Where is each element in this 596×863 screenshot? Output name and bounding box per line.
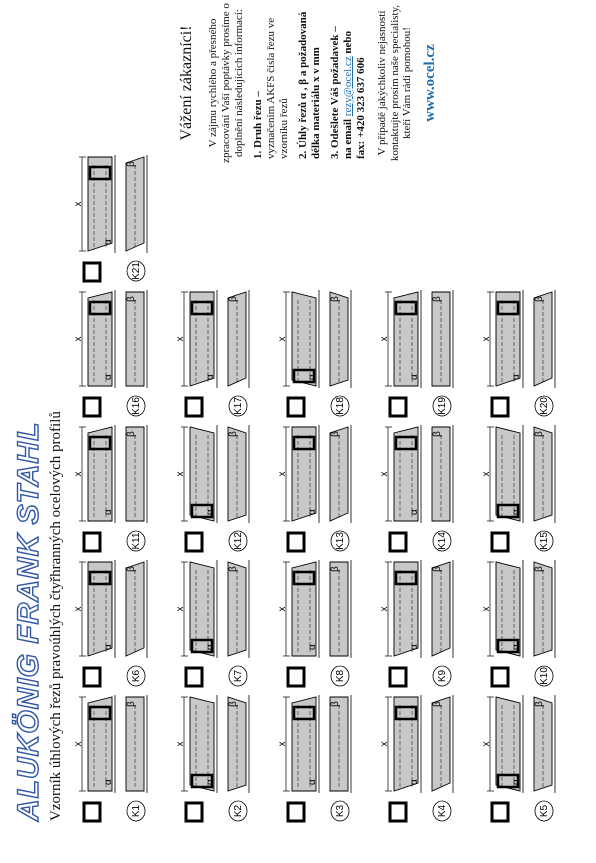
profile-drawing — [73, 558, 174, 688]
cross-section-icon — [288, 668, 304, 686]
angle-alpha-label: α — [511, 644, 522, 650]
profile-elevation — [190, 292, 214, 386]
profile-drawing — [379, 558, 480, 688]
profile-k2 — [175, 701, 276, 823]
profile-k7 — [175, 566, 276, 688]
profile-code-label: K17 — [233, 397, 244, 415]
cross-section-icon — [84, 803, 100, 821]
angle-alpha-label: α — [103, 779, 114, 785]
length-label: x — [481, 741, 492, 747]
angle-alpha-label: α — [511, 509, 522, 515]
brand-logo: ALUKÖNIG FRANK STAHL — [12, 421, 45, 821]
profile-code-label: K18 — [335, 397, 346, 415]
profile-drawing — [277, 423, 378, 553]
profile-code-label: K16 — [131, 397, 142, 415]
profile-code-label: K8 — [335, 669, 346, 683]
angle-alpha-label: α — [307, 644, 318, 650]
profile-drawing — [481, 558, 582, 688]
profile-code-label: K13 — [335, 532, 346, 550]
profile-elevation — [394, 562, 418, 656]
profile-elevation — [394, 697, 418, 791]
step-1 — [252, 3, 291, 163]
profile-elevation — [496, 562, 520, 656]
profile-k10 — [481, 566, 582, 688]
length-label: x — [175, 336, 186, 342]
profile-k11 — [73, 431, 174, 553]
profile-k17 — [175, 296, 276, 418]
profile-k18 — [277, 296, 378, 418]
email-link[interactable]: rezy@ocel.cz — [341, 56, 354, 117]
profile-drawing — [379, 423, 480, 553]
profile-code-label: K7 — [233, 669, 244, 683]
profile-elevation — [292, 292, 316, 386]
profile-drawing — [379, 288, 480, 418]
angle-alpha-label: α — [103, 644, 114, 650]
profile-drawing — [277, 288, 378, 418]
profile-elevation — [190, 562, 214, 656]
angle-alpha-label: α — [409, 779, 420, 785]
profile-drawing — [277, 693, 378, 823]
length-label: x — [175, 606, 186, 612]
profile-elevation — [394, 292, 418, 386]
profile-k16 — [73, 296, 174, 418]
profile-k15 — [481, 431, 582, 553]
info-panel — [178, 3, 440, 163]
angle-beta-label: β — [228, 296, 239, 302]
length-label: x — [277, 471, 288, 477]
length-label: x — [277, 606, 288, 612]
profile-code-label: K19 — [437, 397, 448, 415]
cross-section-icon — [186, 533, 202, 551]
angle-beta-label: β — [534, 701, 545, 707]
profile-code-label: K14 — [437, 532, 448, 550]
profile-code-label: K12 — [233, 532, 244, 550]
length-label: x — [175, 471, 186, 477]
angle-beta-label: β — [432, 296, 443, 302]
angle-beta-label: β — [534, 566, 545, 572]
angle-alpha-label: α — [409, 509, 420, 515]
page-title: Vzorník úhlových řezů pravoúhlých čtyřhranných ocelových profilů — [48, 411, 64, 821]
profile-k12 — [175, 431, 276, 553]
profile-k19 — [379, 296, 480, 418]
profile-code-label: K21 — [131, 262, 142, 280]
cross-section-icon — [288, 398, 304, 416]
angle-beta-label: β — [126, 566, 137, 572]
cross-section-icon — [84, 533, 100, 551]
email-suffix: nebo — [341, 30, 354, 54]
length-label: x — [73, 741, 84, 747]
profile-code-label: K3 — [335, 804, 346, 818]
help-text: V případě jakýchkoliv nejasností kontaktujte prosím naše specialisty, kteří Vám rádi pomohou! — [375, 4, 414, 162]
cross-section-icon — [390, 533, 406, 551]
profile-elevation — [88, 427, 112, 521]
angle-beta-label: β — [228, 701, 239, 707]
angle-alpha-label: α — [511, 374, 522, 380]
profile-code-label: K9 — [437, 669, 448, 683]
length-label: x — [379, 741, 390, 747]
profile-code-label: K11 — [131, 532, 142, 550]
profile-elevation — [496, 427, 520, 521]
length-label: x — [277, 336, 288, 342]
angle-beta-label: β — [126, 296, 137, 302]
profile-k8 — [277, 566, 378, 688]
length-label: x — [481, 606, 492, 612]
angle-beta-label: β — [534, 431, 545, 437]
profile-elevation — [496, 697, 520, 791]
cross-section-icon — [84, 263, 100, 281]
website-link[interactable]: www.ocel.cz — [422, 44, 439, 122]
angle-alpha-label: α — [205, 644, 216, 650]
angle-alpha-label: α — [205, 374, 216, 380]
length-label: x — [73, 606, 84, 612]
angle-alpha-label: α — [205, 509, 216, 515]
angle-alpha-label: α — [103, 374, 114, 380]
profile-code-label: K2 — [233, 804, 244, 818]
profile-k20 — [481, 296, 582, 418]
profile-code-label: K4 — [437, 804, 448, 818]
profile-drawing — [175, 423, 276, 553]
profile-drawing — [175, 558, 276, 688]
length-label: x — [73, 336, 84, 342]
length-label: x — [481, 336, 492, 342]
profile-k14 — [379, 431, 480, 553]
angle-beta-label: β — [126, 161, 137, 167]
angle-beta-label: β — [126, 701, 137, 707]
length-label: x — [73, 201, 84, 207]
profile-code-label: K20 — [539, 397, 550, 415]
profile-elevation — [292, 562, 316, 656]
greeting: Vážení zákazníci! — [178, 25, 195, 141]
profile-drawing — [277, 558, 378, 688]
step-1-text: vyznačením AKFS čísla řezu ve vzorníku řezů — [264, 17, 290, 159]
angle-alpha-label: α — [409, 374, 420, 380]
angle-beta-label: β — [432, 566, 443, 572]
profile-k4 — [379, 701, 480, 823]
angle-beta-label: β — [228, 431, 239, 437]
profile-elevation — [394, 427, 418, 521]
cross-section-icon — [186, 668, 202, 686]
profile-code-label: K1 — [131, 804, 142, 818]
angle-alpha-label: α — [103, 239, 114, 245]
angle-alpha-label: α — [205, 779, 216, 785]
cross-section-icon — [84, 668, 100, 686]
step-2-title: 2. Úhly řezů α , β a požadovaná délka materiálu x v mm — [296, 11, 322, 159]
profile-drawing — [175, 693, 276, 823]
cross-section-icon — [492, 803, 508, 821]
profile-elevation — [292, 427, 316, 521]
profile-drawing — [379, 693, 480, 823]
length-label: x — [277, 741, 288, 747]
angle-alpha-label: α — [307, 779, 318, 785]
profile-elevation — [190, 697, 214, 791]
cross-section-icon — [390, 803, 406, 821]
cross-section-icon — [288, 803, 304, 821]
angle-beta-label: β — [330, 566, 341, 572]
cross-section-icon — [186, 803, 202, 821]
profile-code-label: K5 — [539, 804, 550, 818]
cross-section-icon — [492, 668, 508, 686]
profile-code-label: K10 — [539, 667, 550, 685]
step-1-title: 1. Druh řezu – — [251, 91, 264, 159]
profile-drawing — [73, 288, 174, 418]
profile-k3 — [277, 701, 378, 823]
profile-k21 — [73, 161, 174, 283]
cross-section-icon — [492, 398, 508, 416]
cross-section-icon — [84, 398, 100, 416]
profile-elevation — [88, 562, 112, 656]
profile-drawing — [73, 693, 174, 823]
profile-code-label: K15 — [539, 532, 550, 550]
profile-drawing — [73, 153, 174, 283]
profile-drawing — [175, 288, 276, 418]
profile-drawing — [481, 288, 582, 418]
profile-drawing — [73, 423, 174, 553]
profile-elevation — [88, 292, 112, 386]
angle-alpha-label: α — [409, 644, 420, 650]
angle-beta-label: β — [126, 431, 137, 437]
profile-elevation — [88, 157, 112, 251]
profile-elevation — [190, 427, 214, 521]
cross-section-icon — [390, 668, 406, 686]
length-label: x — [481, 471, 492, 477]
angle-beta-label: β — [432, 431, 443, 437]
angle-beta-label: β — [228, 566, 239, 572]
profile-elevation — [292, 697, 316, 791]
angle-alpha-label: α — [307, 374, 318, 380]
angle-alpha-label: α — [511, 779, 522, 785]
fax-number: fax: +420 323 637 606 — [354, 57, 367, 159]
profile-k5 — [481, 701, 582, 823]
profile-k9 — [379, 566, 480, 688]
cross-section-icon — [492, 533, 508, 551]
profile-code-label: K6 — [131, 669, 142, 683]
step-3 — [329, 3, 368, 163]
length-label: x — [379, 336, 390, 342]
profile-drawing — [481, 423, 582, 553]
step-3-title: 3. Odešlete Váš požadavek – — [328, 26, 341, 159]
angle-beta-label: β — [330, 296, 341, 302]
email-prefix: na email — [341, 118, 354, 159]
step-2 — [297, 3, 323, 163]
cross-section-icon — [288, 533, 304, 551]
cross-section-icon — [186, 398, 202, 416]
angle-beta-label: β — [330, 431, 341, 437]
length-label: x — [379, 471, 390, 477]
angle-alpha-label: α — [103, 509, 114, 515]
profile-k6 — [73, 566, 174, 688]
angle-alpha-label: α — [307, 509, 318, 515]
length-label: x — [379, 606, 390, 612]
cross-section-icon — [390, 398, 406, 416]
length-label: x — [175, 741, 186, 747]
angle-beta-label: β — [432, 701, 443, 707]
angle-beta-label: β — [534, 296, 545, 302]
profile-drawing — [481, 693, 582, 823]
profile-elevation — [496, 292, 520, 386]
profile-k1 — [73, 701, 174, 823]
profile-k13 — [277, 431, 378, 553]
angle-beta-label: β — [330, 701, 341, 707]
profile-elevation — [88, 697, 112, 791]
length-label: x — [73, 471, 84, 477]
intro-text: V zájmu rychlého a přesného zpracování Vaší poptávky prosíme o doplnění následujících informací: — [206, 3, 245, 163]
